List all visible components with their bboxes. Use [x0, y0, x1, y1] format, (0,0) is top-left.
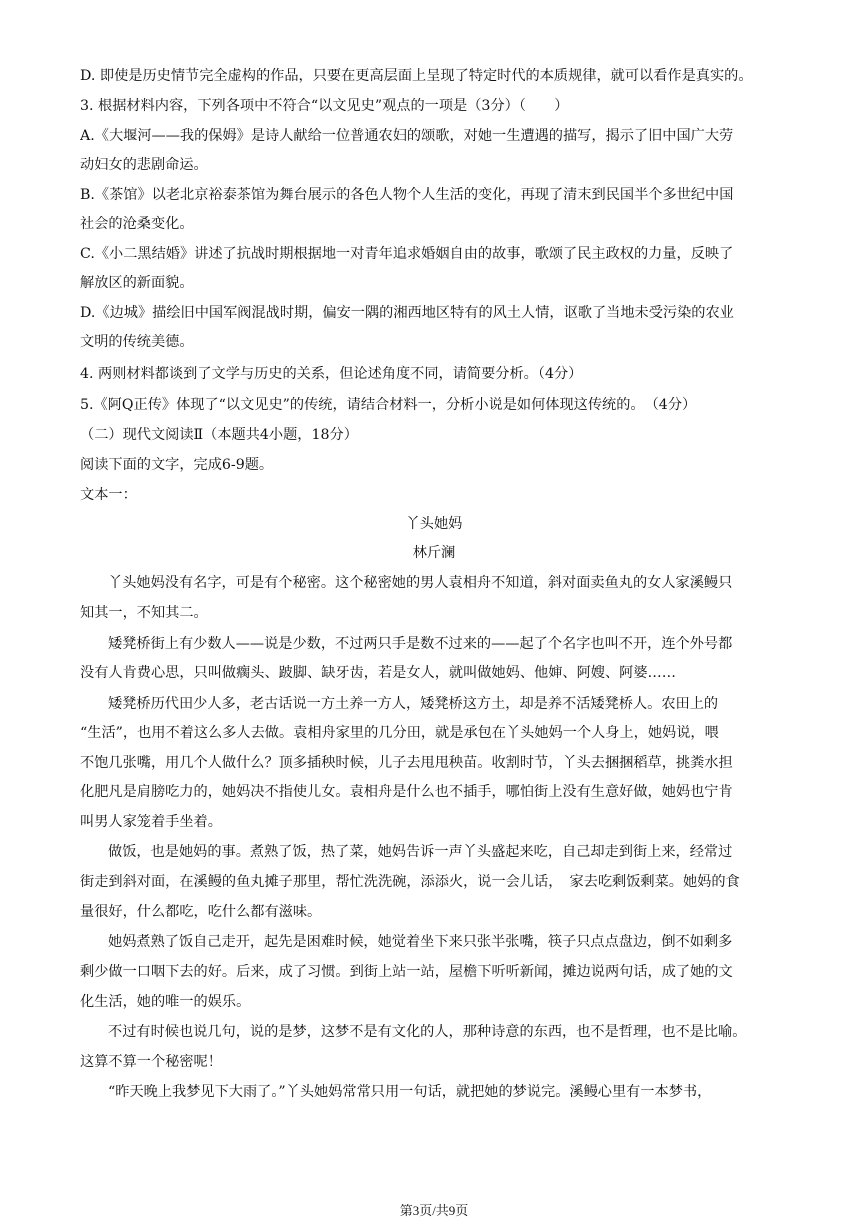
option-a-line-1: A.《大堰河——我的保姆》是诗人献给一位普通农妇的颂歌，对她一生遭遇的描写，揭示了旧中国广大劳: [80, 128, 734, 144]
instruction: 阅读下面的文字，完成6-9题。: [80, 457, 274, 473]
paragraph-line: 这算不算一个秘密呢！: [80, 1054, 222, 1070]
option-3-d-prev: D. 即使是历史情节完全虚构的作品，只要在更高层面上呈现了特定时代的本质规律，就可以看作是真实的。: [80, 68, 753, 84]
story-author: 林斤澜: [412, 545, 456, 561]
page-number: 第3页/共9页: [399, 1203, 469, 1218]
option-b-line-2: 社会的沧桑变化。: [80, 216, 194, 232]
option-a-line-2: 动妇女的悲剧命运。: [80, 157, 208, 173]
paragraph-line: 不过有时候也说几句，说的是梦，这梦不是有文化的人，那种诗意的东西，也不是哲理，也不是比喻。: [108, 1024, 747, 1040]
option-d-line-1: D.《边城》描绘旧中国军阀混战时期，偏安一隅的湘西地区特有的风土人情，讴歌了当地未受污染的农业: [80, 305, 734, 321]
paragraph-line: 没有人肯费心思，只叫做瘸头、跛脚、缺牙齿，若是女人，就叫做她妈、他婶、阿嫂、阿婆……: [80, 665, 676, 681]
paragraph-line: 丫头她妈没有名字，可是有个秘密。这个秘密她的男人袁相舟不知道，斜对面卖鱼丸的女人家溪鳗只: [108, 575, 733, 591]
paragraph-line: 街走到斜对面，在溪鳗的鱼丸摊子那里，帮忙洗洗碗，添添火，说一会儿话， 家去吃剩饭剩菜。她妈的食: [80, 874, 740, 890]
paragraph-line: 化生活，她的唯一的娱乐。: [80, 994, 251, 1010]
text-one-label: 文本一：: [80, 487, 137, 503]
paragraph-line: 叫男人家笼着手坐着。: [80, 814, 222, 830]
paragraph-line: 化肥凡是肩膀吃力的，她妈决不指使儿女。袁相舟是什么也不插手，哪怕街上没有生意好做，她妈也宁肯: [80, 784, 733, 800]
paragraph-line: 不饱几张嘴，用几个人做什么？顶多插秧时候，儿子去甩甩秧苗。收割时节，丫头去捆捆稻草，挑粪水担: [80, 755, 733, 771]
question-3: 3. 根据材料内容，下列各项中不符合“以文见史”观点的一项是（3分）（ ）: [80, 98, 569, 114]
paragraph-line: 量很好，什么都吃，吃什么都有滋味。: [80, 904, 322, 920]
story-title: 丫头她妈: [405, 516, 463, 532]
paragraph-line: 矮凳桥历代田少人多，老古话说一方土养一方人，矮凳桥这方土，却是养不活矮凳桥人。农田上的: [108, 696, 719, 712]
paragraph-line: 剩少做一口咽下去的好。后来，成了习惯。到街上站一站，屋檐下听听新闻，摊边说两句话，成了她的文: [80, 964, 733, 980]
paragraph-line: 知其一，不知其二。: [80, 605, 208, 621]
option-b-line-1: B.《茶馆》以老北京裕泰茶馆为舞台展示的各色人物个人生活的变化，再现了清末到民国半个多世纪中国: [80, 187, 734, 203]
question-5: 5.《阿Q正传》体现了“以文见史”的传统，请结合材料一，分析小说是如何体现这传统的。 （4分）: [80, 397, 697, 413]
option-d-line-2: 文明的传统美德。: [80, 334, 194, 350]
section-heading: （二）现代文阅读Ⅱ（本题共4小题，18分）: [80, 427, 358, 443]
question-4: 4. 两则材料都谈到了文学与历史的关系，但论述角度不同，请简要分析。（4分）: [80, 366, 583, 382]
paragraph-line: 做饭，也是她妈的事。煮熟了饭，热了菜，她妈告诉一声丫头盛起来吃，自己却走到街上来，经常过: [108, 844, 733, 860]
option-c-line-2: 解放区的新面貌。: [80, 275, 194, 291]
paragraph-line: 矮凳桥街上有少数人——说是少数，不过两只手是数不过来的——起了个名字也叫不开，连个外号都: [108, 636, 733, 652]
paragraph-line: “昨天晚上我梦见下大雨了。”丫头她妈常常只用一句话，就把她的梦说完。溪鳗心里有一本梦书，: [108, 1084, 712, 1100]
option-c-line-1: C.《小二黑结婚》讲述了抗战时期根据地一对青年追求婚姻自由的故事，歌颂了民主政权的力量，反映了: [80, 246, 734, 262]
paragraph-line: 她妈煮熟了饭自己走开，起先是困难时候，她觉着坐下来只张半张嘴，筷子只点点盘边，倒不如剩多: [108, 934, 733, 950]
paragraph-line: “生活”，也用不着这么多人去做。袁相舟家里的几分田，就是承包在丫头她妈一个人身上，她妈说，喂: [80, 725, 719, 741]
